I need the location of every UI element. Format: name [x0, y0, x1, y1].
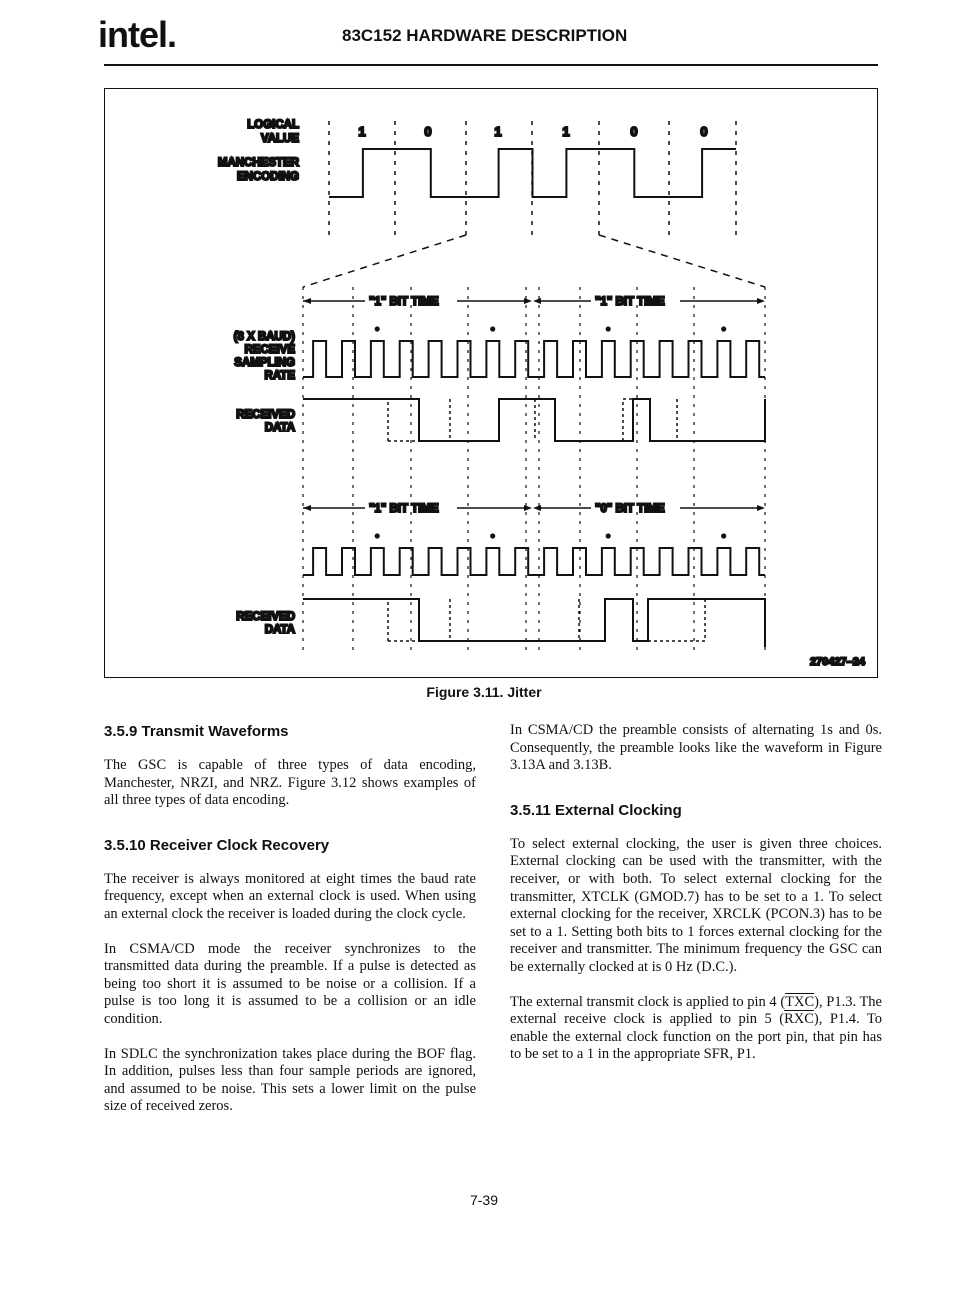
- jitter-diagram: [105, 89, 879, 679]
- label-8x-baud: (8 X BAUD): [233, 331, 295, 343]
- sampling-clock-1: [303, 341, 765, 377]
- label-sampling: SAMPLING: [234, 357, 295, 369]
- figure-jitter: [104, 88, 878, 678]
- sample-dot: [721, 533, 726, 538]
- bit-time-label-1a: "1" BIT TIME: [369, 296, 439, 308]
- label-logical: LOGICAL: [247, 119, 299, 131]
- bit-value-1: 1: [358, 124, 366, 139]
- manchester-waveform: [329, 149, 736, 197]
- paragraph: In CSMA/CD the preamble consists of alternating 1s and 0s. Consequently, the preamble looks like the waveform in Figure 3.13A and 3.13B.: [510, 722, 882, 774]
- text-span: The external transmit clock is applied to pin 4 (: [510, 993, 786, 1010]
- bit-value-3: 1: [494, 124, 502, 139]
- paragraph: To select external clocking, the user is given three choices. External clocking can be used with the transmitter, with the receiver, or with both. To select external clocking for the transmitter, XTCLK (GMOD.7) has to be set to a 1. To select external clocking for the receiver, XRCLK (PCON.3) has to be set to a 1. Setting both bits to 1 forces external clocking for the receiver and transmitter. The minimum frequency the GSC can be externally clocked at is 0 Hz (D.C.).: [510, 835, 882, 975]
- label-received-2: RECEIVED: [236, 611, 295, 623]
- sample-dot: [375, 326, 380, 331]
- bit-value-4: 1: [562, 124, 570, 139]
- sample-dots-2: [375, 533, 727, 538]
- text-span: ), P1.4. To enable the external clock function on the port pin, that pin has to be set to a 1 in the appropriate SFR, P1.: [510, 1011, 882, 1063]
- sample-dot: [490, 533, 495, 538]
- zoom-lines: [303, 235, 765, 287]
- bit-value-2: 0: [424, 124, 432, 139]
- paragraph: The GSC is capable of three types of data encoding, Manchester, NRZI, and NRZ. Figure 3.12 shows examples of all three types of data encoding.: [104, 757, 476, 809]
- label-value: VALUE: [260, 133, 299, 145]
- sample-dot: [606, 533, 611, 538]
- sampling-clock-2: [303, 548, 765, 575]
- bit-time-label-2b: "0" BIT TIME: [595, 503, 665, 515]
- bit-time-label-2a: "1" BIT TIME: [369, 503, 439, 515]
- heading-receiver-clock-recovery: 3.5.10 Receiver Clock Recovery: [104, 836, 330, 854]
- label-received-1: RECEIVED: [236, 409, 295, 421]
- sample-dot: [490, 326, 495, 331]
- page-number: 7-39: [469, 1192, 499, 1208]
- received-data-waveform-2: [303, 599, 765, 647]
- left-column: [104, 722, 476, 1133]
- figure-caption: Figure 3.11. Jitter: [426, 684, 542, 700]
- label-data-1: DATA: [264, 422, 295, 434]
- sample-dots-1: [375, 326, 727, 331]
- label-rate: RATE: [264, 370, 295, 382]
- sample-dot: [721, 326, 726, 331]
- txc-signal: $\overline{TXC}$: [785, 993, 815, 1010]
- sample-dot: [375, 533, 380, 538]
- label-receive: RECEIVE: [244, 344, 295, 356]
- header-rule: [104, 64, 878, 66]
- paragraph: The receiver is always monitored at eight times the baud rate frequency, except when an external clock is used. When using an external clock the receiver is loaded during the clock cycle.: [104, 870, 476, 922]
- intel-logo: intel.: [98, 14, 177, 55]
- paragraph: In SDLC the synchronization takes place during the BOF flag. In addition, pulses less than four sample periods are ignored, and assumed to be noise. This sets a lower limit on the pulse size of received zeros.: [104, 1045, 476, 1115]
- label-encoding: ENCODING: [237, 171, 299, 183]
- heading-external-clocking: 3.5.11 External Clocking: [510, 801, 682, 819]
- figure-code: 270427–24: [809, 656, 865, 668]
- sample-dot: [606, 326, 611, 331]
- rxc-signal: $\overline{RXC}$: [784, 1011, 814, 1028]
- text-span: ), P1.3. The external receive clock is applied to pin 5 (: [510, 993, 882, 1028]
- bit-time-label-1b: "1" BIT TIME: [595, 296, 665, 308]
- paragraph: In CSMA/CD mode the receiver synchronizes to the transmitted data during the preamble. If a pulse is detected as being too short it is assumed to be noise or a collision. If a pulse is too long it is assumed to be a collision or an idle condition.: [104, 940, 476, 1027]
- page-header-title: 83C152 HARDWARE DESCRIPTION: [342, 26, 628, 45]
- paragraph: [510, 994, 882, 1064]
- bit-value-5: 0: [630, 124, 638, 139]
- right-column: [510, 722, 882, 1081]
- received-data-waveform-1: [303, 399, 765, 441]
- received-data-jitter-2: [388, 599, 705, 641]
- bit-value-6: 0: [700, 124, 708, 139]
- heading-transmit-waveforms: 3.5.9 Transmit Waveforms: [104, 723, 289, 740]
- label-data-2: DATA: [264, 624, 295, 636]
- label-manchester: MANCHESTER: [217, 157, 299, 169]
